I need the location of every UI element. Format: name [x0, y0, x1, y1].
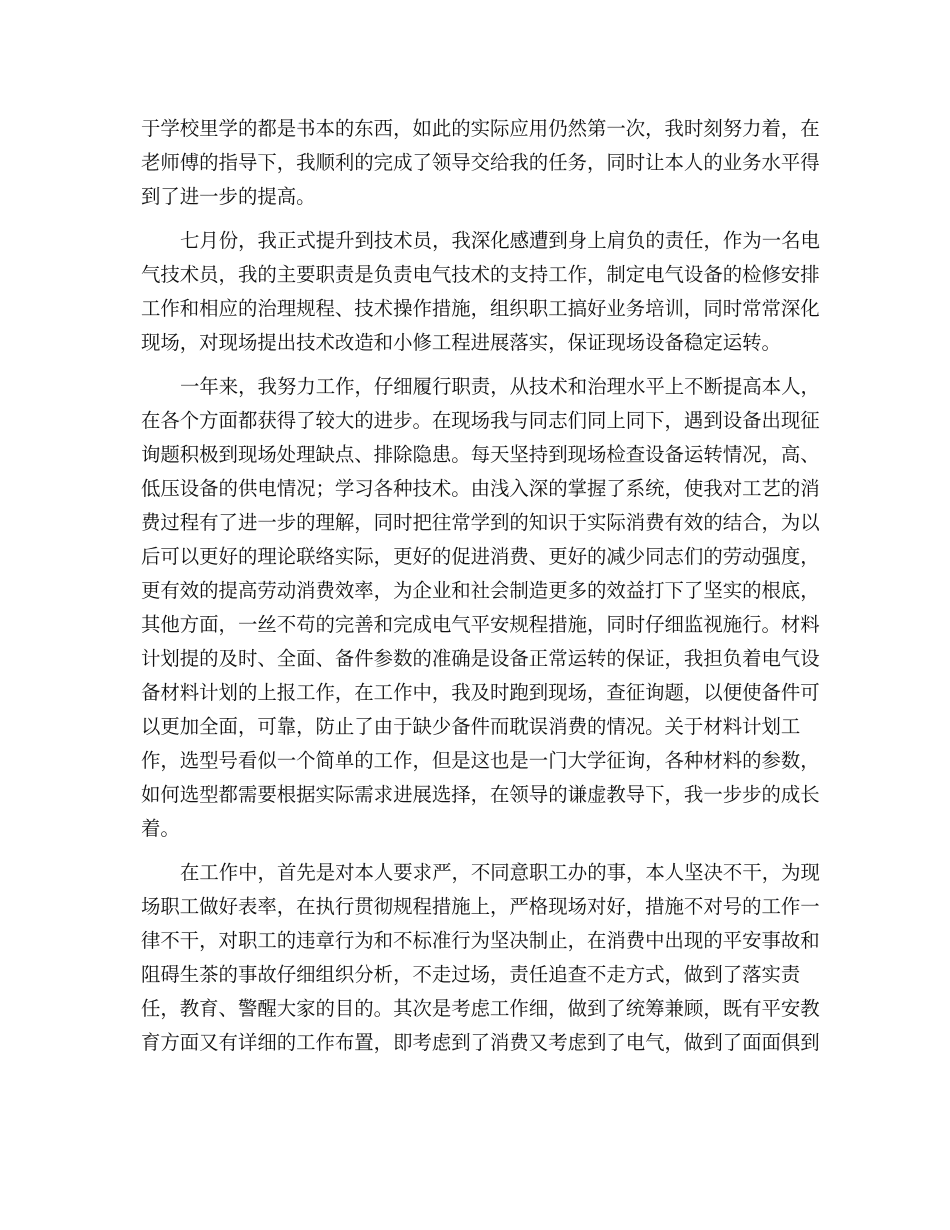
- paragraph-line: 阻碍生茶的事故仔细组织分析，不走过场，责任追查不走方式，做到了落实责: [141, 963, 801, 986]
- paragraph-line: 场职工做好表率，在执行贯彻规程措施上，严格现场对好，措施不对号的工作一: [141, 895, 820, 918]
- paragraph-line: 着。: [141, 817, 180, 840]
- paragraph-line: 如何选型都需要根据实际需求进展选择，在领导的谦虚教导下，我一步步的成长: [141, 783, 820, 806]
- paragraph-line: 其他方面，一丝不苟的完善和完成电气平安规程措施，同时仔细监视施行。材料: [141, 613, 820, 636]
- paragraph-line: 费过程有了进一步的理解，同时把往常学到的知识于实际消费有效的结合，为以: [141, 511, 820, 534]
- paragraph-line: 律不干，对职工的违章行为和不标准行为坚决制止，在消费中出现的平安事故和: [141, 929, 820, 952]
- paragraph-line: 现场，对现场提出技术改造和小修工程进展落实，保证现场设备稳定运转。: [141, 331, 781, 354]
- paragraph-line: 更有效的提高劳动消费效率，为企业和社会制造更多的效益打下了坚实的根底，: [141, 579, 820, 602]
- paragraph-line: 作，选型号看似一个简单的工作，但是这也是一门大学征询，各种材料的参数，: [141, 749, 820, 772]
- paragraph-line: 任，教育、警醒大家的目的。其次是考虑工作细，做到了统筹兼顾，既有平安教: [141, 997, 820, 1020]
- paragraph-line: 后可以更好的理论联络实际，更好的促进消费、更好的减少同志们的劳动强度，: [141, 545, 820, 568]
- paragraph-line: 七月份，我正式提升到技术员，我深化感遭到身上肩负的责任，作为一名电: [180, 229, 820, 252]
- paragraph-line: 在工作中，首先是对本人要求严，不同意职工办的事，本人坚决不干，为现: [180, 861, 820, 884]
- paragraph-line: 气技术员，我的主要职责是负责电气技术的支持工作，制定电气设备的检修安排: [141, 263, 820, 286]
- paragraph-line: 在各个方面都获得了较大的进步。在现场我与同志们同上同下，遇到设备出现征: [141, 409, 820, 432]
- paragraph-line: 到了进一步的提高。: [141, 185, 316, 208]
- paragraph-line: 低压设备的供电情况；学习各种技术。由浅入深的掌握了系统，使我对工艺的消: [141, 477, 820, 500]
- paragraph-line: 计划提的及时、全面、备件参数的准确是设备正常运转的保证，我担负着电气设: [141, 647, 820, 670]
- paragraph-line: 工作和相应的治理规程、技术操作措施，组织职工搞好业务培训，同时常常深化: [141, 297, 820, 320]
- paragraph-line: 备材料计划的上报工作，在工作中，我及时跑到现场，查征询题，以便使备件可: [141, 681, 820, 704]
- paragraph-line: 询题积极到现场处理缺点、排除隐患。每天坚持到现场检查设备运转情况，高、: [141, 443, 820, 466]
- paragraph-line: 育方面又有详细的工作布置，即考虑到了消费又考虑到了电气，做到了面面俱到: [141, 1031, 820, 1054]
- paragraph-line: 老师傅的指导下，我顺利的完成了领导交给我的任务，同时让本人的业务水平得: [141, 151, 820, 174]
- paragraph-line: 一年来，我努力工作，仔细履行职责，从技术和治理水平上不断提高本人，: [180, 375, 820, 398]
- paragraph-line: 以更加全面，可靠，防止了由于缺少备件而耽误消费的情况。关于材料计划工: [141, 715, 801, 738]
- paragraph-line: 于学校里学的都是书本的东西，如此的实际应用仍然第一次，我时刻努力着，在: [141, 117, 820, 140]
